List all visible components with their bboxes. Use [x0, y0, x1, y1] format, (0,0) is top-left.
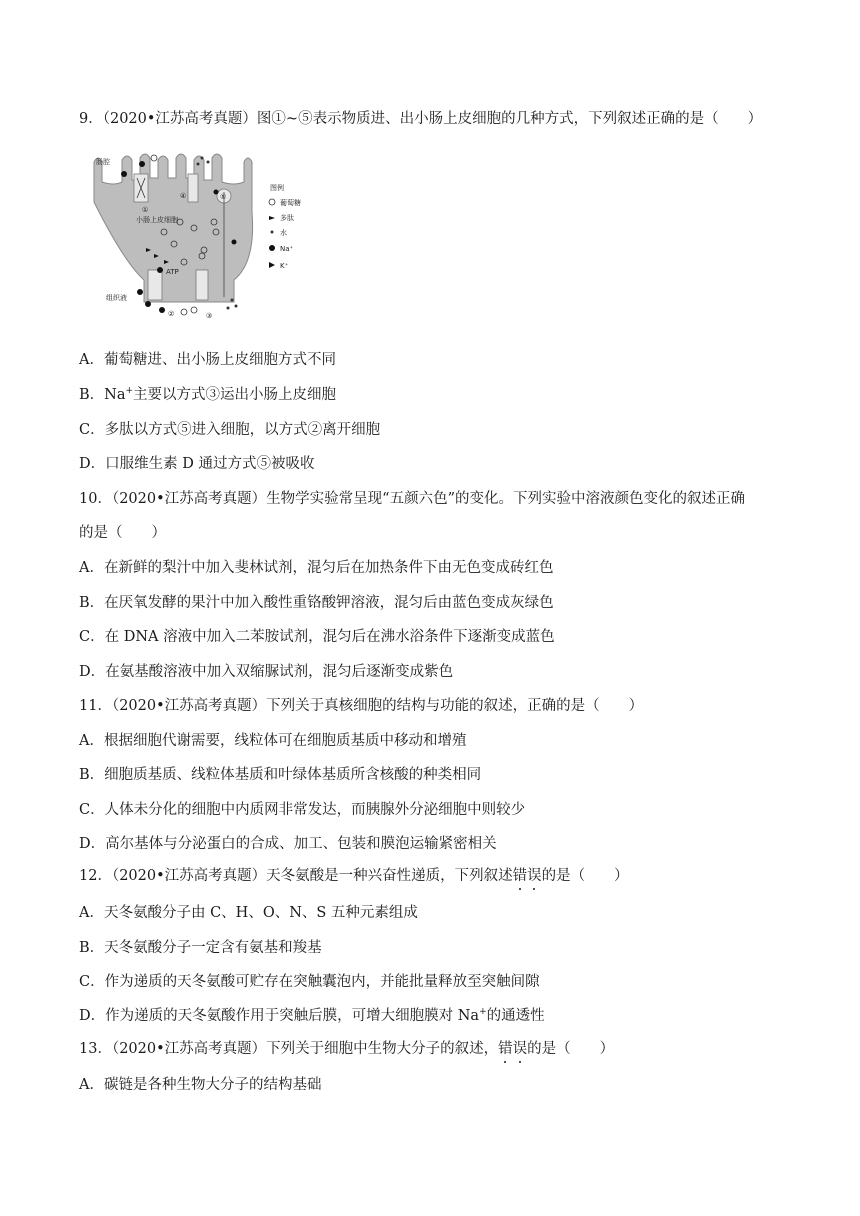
legend-k: K⁺ [280, 262, 289, 270]
legend-water: 水 [280, 229, 287, 237]
question-10-stem-line1: 10．（2020•江苏高考真题）生物学实验常呈现“五颜六色”的变化。下列实验中溶液颜色变化的叙述正确 [79, 491, 745, 507]
legend-peptide: 多肽 [280, 214, 294, 222]
question-9-figure [84, 152, 304, 322]
question-9-option-c: C．多肽以方式⑤进入细胞，以方式②离开细胞 [79, 422, 381, 438]
cell-label: 小肠上皮细胞 [136, 216, 178, 224]
question-11-option-a: A．根据细胞代谢需要，线粒体可在细胞质基质中移动和增殖 [79, 733, 467, 749]
question-10-stem-line2: 的是（ ） [79, 525, 166, 541]
legend-title: 图例 [270, 184, 284, 192]
question-11-option-c: C．人体未分化的细胞中内质网非常发达，而胰腺外分泌细胞中则较少 [79, 802, 526, 818]
question-12-option-d: D．作为递质的天冬氨酸作用于突触后膜，可增大细胞膜对 Na+的通透性 [79, 1007, 545, 1024]
question-12-stem: 12．（2020•江苏高考真题）天冬氨酸是一种兴奋性递质，下列叙述错误的是（ ） [79, 868, 629, 884]
legend-na: Na⁺ [280, 245, 294, 253]
question-13-stem: 13．（2020•江苏高考真题）下列关于细胞中生物大分子的叙述，错误的是（ ） [79, 1041, 615, 1057]
question-13-option-a: A．碳链是各种生物大分子的结构基础 [79, 1077, 322, 1093]
question-12-option-c: C．作为递质的天冬氨酸可贮存在突触囊泡内，并能批量释放至突触间隙 [79, 974, 540, 990]
marker-2: ② [168, 310, 175, 318]
question-9-option-d: D．口服维生素 D 通过方式⑤被吸收 [79, 456, 315, 472]
question-11-option-d: D．高尔基体与分泌蛋白的合成、加工、包装和膜泡运输紧密相关 [79, 836, 497, 852]
question-10-option-d: D．在氨基酸溶液中加入双缩脲试剂，混匀后逐渐变成紫色 [79, 664, 454, 680]
question-11-stem: 11．（2020•江苏高考真题）下列关于真核细胞的结构与功能的叙述，正确的是（ ） [79, 698, 644, 714]
question-9-option-b: B．Na+主要以方式③运出小肠上皮细胞 [79, 386, 337, 403]
question-11-option-b: B．细胞质基质、线粒体基质和叶绿体基质所含核酸的种类相同 [79, 767, 482, 783]
small-intestine-cell-diagram [84, 152, 304, 322]
question-10-option-a: A．在新鲜的梨汁中加入斐林试剂，混匀后在加热条件下由无色变成砖红色 [79, 560, 554, 576]
tissue-fluid-label: 组织液 [106, 294, 127, 302]
question-12-option-a: A．天冬氨酸分子由 C、H、O、N、S 五种元素组成 [79, 905, 418, 921]
atp-label: ATP [166, 268, 179, 276]
question-12-option-b: B．天冬氨酸分子一定含有氨基和羧基 [79, 940, 322, 956]
marker-1: ① [142, 206, 149, 214]
lumen-label: 肠腔 [96, 158, 110, 166]
marker-4: ④ [180, 192, 187, 200]
marker-3: ③ [206, 312, 213, 320]
marker-5: ⑤ [220, 193, 227, 201]
question-9-option-a: A．葡萄糖进、出小肠上皮细胞方式不同 [79, 352, 336, 368]
question-10-option-b: B．在厌氧发酵的果汁中加入酸性重铬酸钾溶液，混匀后由蓝色变成灰绿色 [79, 595, 554, 611]
legend-glucose: 葡萄糖 [280, 199, 301, 207]
question-10-option-c: C．在 DNA 溶液中加入二苯胺试剂，混匀后在沸水浴条件下逐渐变成蓝色 [79, 629, 555, 645]
question-9-stem: 9．（2020•江苏高考真题）图①~⑤表示物质进、出小肠上皮细胞的几种方式，下列叙述正确的是（ ） [79, 111, 763, 127]
